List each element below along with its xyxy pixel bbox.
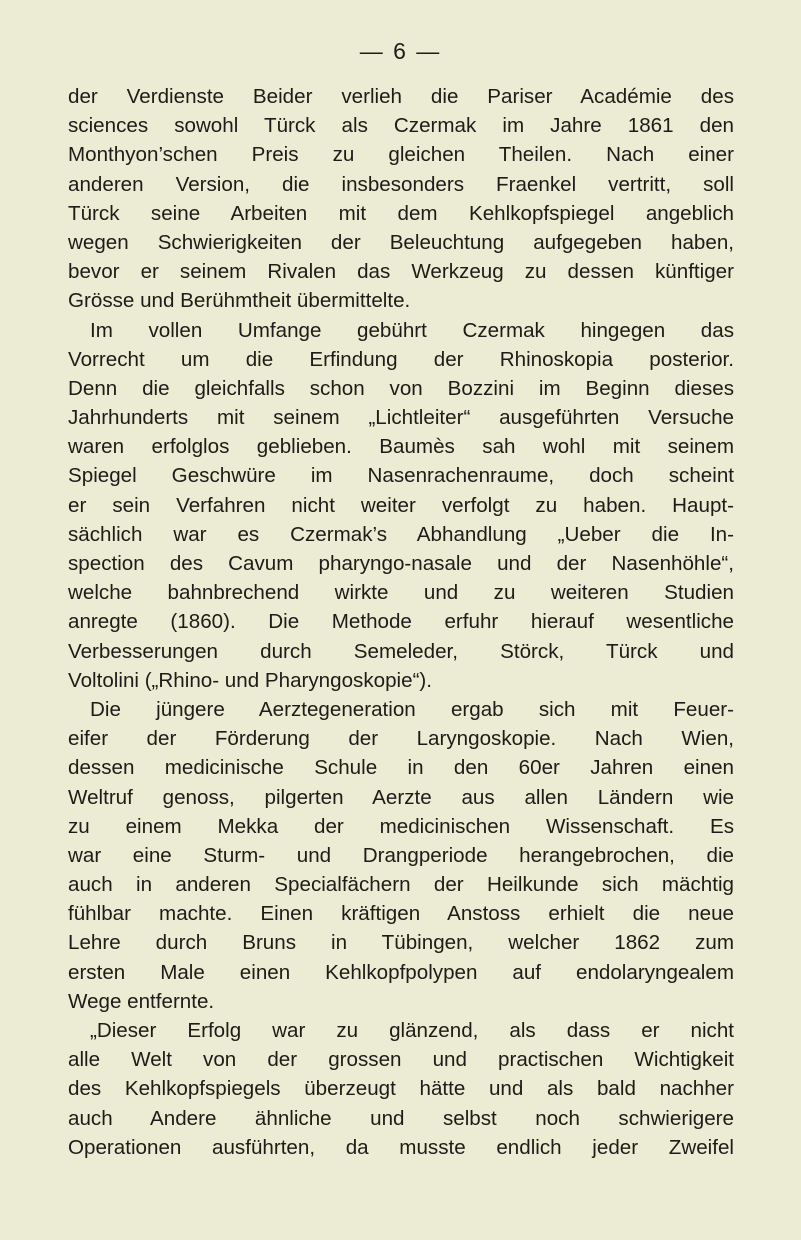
text-line: sächlich war es Czermak’s Abhandlung „Ueber die In- (68, 522, 734, 546)
text-line: „Dieser Erfolg war zu glänzend, als dass er nicht (90, 1019, 734, 1042)
body-text (68, 82, 734, 1162)
text-line: fühlbar machte. Einen kräftigen Anstoss erhielt die neue (68, 902, 734, 926)
text-line: Spiegel Geschwüre im Nasenrachenraume, doch scheint (68, 464, 734, 488)
text-line: welche bahnbrechend wirkte und zu weiteren Studien (68, 581, 734, 605)
text-line: Jahrhunderts mit seinem „Lichtleiter“ ausgeführten Versuche (68, 406, 734, 430)
text-line: des Kehlkopfspiegels überzeugt hätte und als bald nachher (68, 1077, 734, 1101)
text-line: Voltolini („Rhino- und Pharyngoskopie“). (68, 668, 433, 692)
text-line: anderen Version, die insbesonders Fraenkel vertritt, soll (68, 172, 734, 196)
text-line: Die jüngere Aerztegeneration ergab sich mit Feuer- (90, 697, 734, 721)
text-line: Lehre durch Bruns in Tübingen, welcher 1862 zum (68, 931, 734, 955)
text-line: bevor er seinem Rivalen das Werkzeug zu dessen künftiger (68, 260, 734, 284)
text-line: Weltruf genoss, pilgerten Aerzte aus allen Ländern wie (68, 785, 734, 809)
text-line: Türck seine Arbeiten mit dem Kehlkopfspiegel angeblich (68, 201, 734, 225)
text-line: der Verdienste Beider verlieh die Pariser Académie des (68, 85, 734, 108)
text-line: Operationen ausführten, da musste endlich jeder Zweifel (68, 1135, 734, 1159)
text-line: ersten Male einen Kehlkopfpolypen auf endolaryngealem (68, 960, 734, 984)
text-line: spection des Cavum pharyngo-nasale und der Nasenhöhle“, (68, 552, 734, 575)
text-line: er sein Verfahren nicht weiter verfolgt zu haben. Haupt- (68, 493, 734, 517)
text-line: war eine Sturm- und Drangperiode herangebrochen, die (68, 843, 734, 867)
text-line: auch Andere ähnliche und selbst noch schwierigere (68, 1106, 734, 1130)
text-line: dessen medicinische Schule in den 60er Jahren einen (68, 756, 734, 780)
page-number: — 6 — (359, 38, 442, 64)
text-line: Wege entfernte. (68, 989, 215, 1013)
text-line: Vorrecht um die Erfindung der Rhinoskopia posterior. (68, 347, 734, 371)
text-line: Im vollen Umfange gebührt Czermak hingegen das (90, 318, 734, 342)
text-line: wegen Schwierigkeiten der Beleuchtung aufgegeben haben, (68, 230, 734, 254)
text-line: anregte (1860). Die Methode erfuhr hierauf wesentliche (68, 610, 734, 634)
text-line: zu einem Mekka der medicinischen Wissenschaft. Es (68, 814, 734, 838)
text-line: alle Welt von der grossen und practischen Wichtigkeit (68, 1048, 734, 1072)
text-line: Verbesserungen durch Semeleder, Störck, Türck und (68, 639, 734, 663)
text-line: auch in anderen Specialfächern der Heilkunde sich mächtig (68, 873, 734, 897)
text-line: Monthyon’schen Preis zu gleichen Theilen. Nach einer (68, 143, 734, 167)
text-line: Grösse und Berühmtheit übermittelte. (68, 289, 411, 313)
text-line: sciences sowohl Türck als Czermak im Jahre 1861 den (68, 114, 734, 138)
text-line: waren erfolglos geblieben. Baumès sah wohl mit seinem (68, 435, 734, 459)
text-line: eifer der Förderung der Laryngoskopie. Nach Wien, (68, 727, 734, 751)
text-line: Denn die gleichfalls schon von Bozzini im Beginn dieses (68, 376, 734, 400)
